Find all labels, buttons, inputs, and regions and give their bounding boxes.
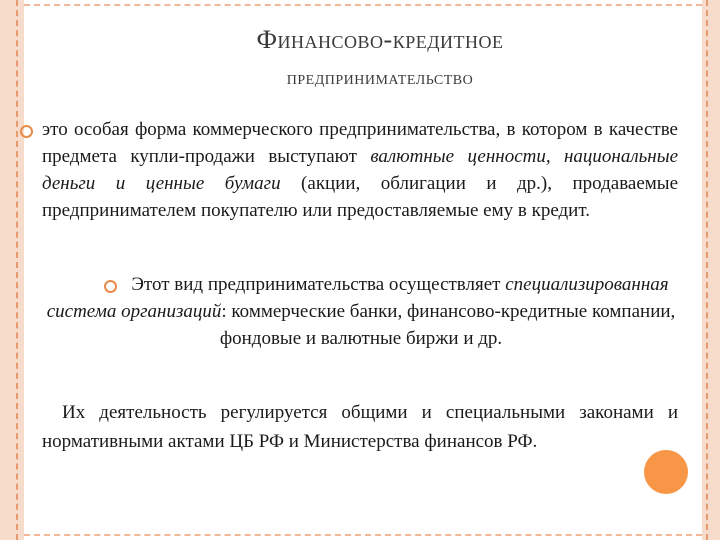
paragraph-definition bbox=[42, 116, 678, 224]
paragraph-definition-text-end: (акции, облигации и др.), продаваемые предпринимателем покупателю или предоставляемые ему в кредит. bbox=[42, 173, 679, 221]
paragraph-definition-text-start: это особая форма коммерческого предпринимательства, в котором в качестве предмета купли-продажи выступают bbox=[42, 119, 678, 167]
slide-title-line1: Финансово-кредитное bbox=[256, 25, 504, 54]
paragraph-organizations bbox=[44, 271, 678, 352]
right-frame-border bbox=[702, 0, 720, 540]
bullet-icon bbox=[20, 125, 33, 138]
paragraph-definition-italic: валютные ценности, национальные деньги и ценные бумаги bbox=[42, 146, 679, 194]
slide-title-line2: предпринимательство bbox=[286, 67, 474, 89]
orange-circle-decoration-icon bbox=[644, 450, 688, 494]
paragraph-regulation-text: Их деятельность регулируется общими и специальными законами и нормативными актами ЦБ РФ и Министерства финансов РФ. bbox=[42, 402, 678, 452]
paragraph-organizations-italic: специализированная система организаций bbox=[46, 274, 669, 322]
left-frame-border bbox=[0, 0, 24, 540]
right-frame-stitch bbox=[706, 0, 708, 540]
left-frame-stitch bbox=[16, 0, 18, 540]
paragraph-organizations-text-start: Этот вид предпринимательства осуществляет bbox=[131, 274, 506, 295]
slide-title bbox=[120, 22, 640, 98]
bottom-frame-stitch bbox=[24, 534, 702, 536]
top-frame-stitch bbox=[24, 4, 702, 6]
paragraph-organizations-text-end: : коммерческие банки, финансово-кредитные компании, фондовые и валютные биржи и др. bbox=[219, 301, 676, 349]
paragraph-regulation bbox=[42, 398, 678, 456]
